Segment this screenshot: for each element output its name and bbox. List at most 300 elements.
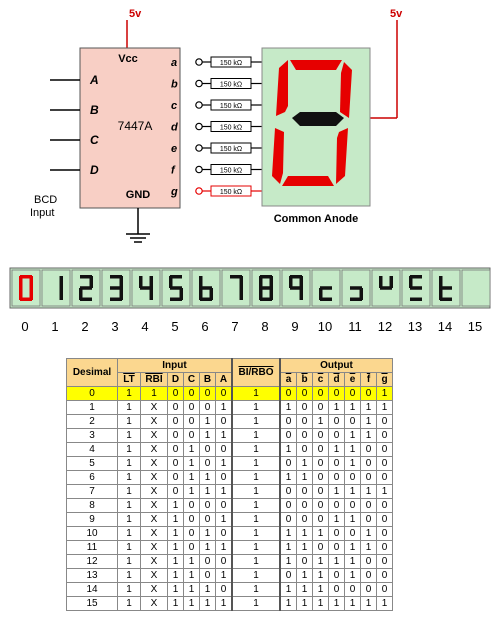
table-row — [67, 415, 393, 429]
table-cell: 1 — [168, 569, 184, 583]
table-cell: 0 — [377, 583, 393, 597]
table-cell: 1 — [118, 443, 141, 457]
table-cell: 0 — [297, 429, 313, 443]
digit-6-segment-f — [199, 276, 203, 288]
ic-name: 7447A — [117, 119, 153, 133]
table-cell: 1 — [280, 583, 297, 597]
digit-13-segment-d — [410, 298, 422, 302]
table-cell: 0 — [184, 527, 200, 541]
table-cell: 1 — [280, 401, 297, 415]
digit-2-segment-b — [90, 276, 94, 288]
table-cell: 0 — [168, 457, 184, 471]
col-a: A — [216, 373, 233, 387]
table-cell: 1 — [200, 541, 216, 555]
digit-9-segment-g — [290, 286, 302, 290]
table-cell: 0 — [329, 387, 345, 401]
supply-label-right: 5v — [390, 8, 403, 20]
table-cell: 0 — [297, 555, 313, 569]
table-cell: 1 — [377, 387, 393, 401]
table-cell: X — [141, 457, 168, 471]
table-cell: 1 — [184, 555, 200, 569]
table-cell: X — [141, 485, 168, 499]
table-cell: 0 — [329, 541, 345, 555]
digit-label-0: 0 — [21, 319, 29, 334]
digit-8-segment-f — [259, 276, 263, 288]
table-cell: 1 — [232, 541, 280, 555]
table-cell: 1 — [216, 569, 233, 583]
output-pins — [170, 57, 262, 198]
digit-10-segment-g — [320, 286, 332, 290]
table-cell: 1 — [184, 471, 200, 485]
table-cell: X — [141, 401, 168, 415]
table-cell: 1 — [361, 429, 377, 443]
table-cell: X — [141, 443, 168, 457]
col-out-a: $\overline{a}$ — [280, 373, 297, 387]
table-cell: 0 — [361, 499, 377, 513]
digit-5-segment-d — [170, 298, 182, 302]
table-cell: X — [141, 597, 168, 611]
table-cell: 1 — [184, 583, 200, 597]
resistor-label-b: 150 kΩ — [219, 81, 243, 89]
table-cell: 1 — [345, 597, 361, 611]
table-cell: 1 — [184, 485, 200, 499]
table-cell: 1 — [216, 513, 233, 527]
digit-cell-1 — [42, 270, 70, 306]
table-cell: 1 — [345, 429, 361, 443]
col-c: C — [184, 373, 200, 387]
digit-12-segment-b — [390, 276, 394, 288]
table-cell: 0 — [216, 583, 233, 597]
table-cell: 0 — [377, 527, 393, 541]
table-cell: 1 — [118, 401, 141, 415]
table-cell: 1 — [329, 485, 345, 499]
output-label-c: c — [171, 100, 178, 112]
output-bubble-g — [196, 188, 202, 194]
table-cell: 1 — [232, 387, 280, 401]
table-cell: 0 — [184, 513, 200, 527]
table-cell: 0 — [345, 387, 361, 401]
digit-label-10: 10 — [317, 319, 333, 334]
table-cell: 8 — [67, 499, 118, 513]
table-cell: 0 — [297, 443, 313, 457]
table-cell: 1 — [361, 401, 377, 415]
ic-vcc-label: Vcc — [118, 53, 138, 65]
table-cell: X — [141, 527, 168, 541]
table-cell: 1 — [280, 527, 297, 541]
table-cell: 0 — [280, 499, 297, 513]
table-row — [67, 387, 393, 401]
input-label-b: B — [90, 103, 99, 117]
digit-14-segment-e — [439, 288, 443, 300]
digit-0-segment-b — [30, 276, 34, 288]
table-cell: 1 — [118, 485, 141, 499]
table-cell: 1 — [118, 457, 141, 471]
table-cell: 1 — [232, 499, 280, 513]
table-cell: 0 — [345, 471, 361, 485]
table-cell: 0 — [200, 513, 216, 527]
table-cell: 1 — [118, 387, 141, 401]
table-row — [67, 485, 393, 499]
output-bubble-f — [196, 166, 202, 172]
output-bubble-b — [196, 80, 202, 86]
table-cell: 5 — [67, 457, 118, 471]
table-cell: 0 — [216, 555, 233, 569]
table-cell: 0 — [200, 499, 216, 513]
table-cell: 0 — [200, 569, 216, 583]
table-cell: 1 — [329, 555, 345, 569]
table-cell: 0 — [329, 569, 345, 583]
table-cell: 1 — [232, 527, 280, 541]
table-cell: 1 — [232, 597, 280, 611]
table-cell: 1 — [168, 513, 184, 527]
output-label-a: a — [171, 57, 178, 69]
table-cell: 1 — [297, 457, 313, 471]
table-cell: 0 — [184, 415, 200, 429]
table-cell: 0 — [377, 443, 393, 457]
table-cell: X — [141, 555, 168, 569]
table-row — [67, 569, 393, 583]
digit-label-7: 7 — [231, 319, 239, 334]
resistor-label-e: 150 kΩ — [219, 146, 243, 153]
digit-4-segment-g — [140, 286, 152, 290]
table-cell: 0 — [184, 499, 200, 513]
table-row — [67, 429, 393, 443]
table-cell: 1 — [313, 583, 329, 597]
table-cell: X — [141, 415, 168, 429]
table-row — [67, 471, 393, 485]
output-label-f: f — [171, 164, 175, 177]
table-cell: 14 — [67, 583, 118, 597]
digit-label-12: 12 — [377, 319, 393, 334]
table-cell: 1 — [329, 513, 345, 527]
col-bi-rbo — [232, 359, 280, 387]
digit-label-6: 6 — [201, 319, 209, 334]
table-cell: 1 — [118, 471, 141, 485]
table-cell: 1 — [377, 485, 393, 499]
digit-0-segment-e — [19, 288, 23, 300]
table-cell: 13 — [67, 569, 118, 583]
table-cell: X — [141, 569, 168, 583]
digit-11-segment-d — [350, 298, 362, 302]
table-cell: 7 — [67, 485, 118, 499]
col-out-g: $\overline{g}$ — [377, 373, 393, 387]
table-cell: 0 — [200, 555, 216, 569]
table-cell: 1 — [168, 555, 184, 569]
table-cell: X — [141, 429, 168, 443]
table-cell: 0 — [377, 555, 393, 569]
table-cell: 1 — [216, 597, 233, 611]
table-cell: 1 — [168, 541, 184, 555]
digit-label-13: 13 — [407, 319, 423, 334]
output-pin-a — [171, 57, 262, 69]
table-cell: X — [141, 583, 168, 597]
table-cell: 1 — [280, 541, 297, 555]
table-cell: 1 — [297, 569, 313, 583]
resistor-label-c: 150 kΩ — [219, 103, 243, 110]
table-cell: 0 — [216, 471, 233, 485]
table-cell: 1 — [377, 597, 393, 611]
table-cell: 1 — [118, 569, 141, 583]
table-cell: 1 — [345, 513, 361, 527]
bcd-caption-line2: Input — [30, 207, 55, 219]
table-cell: 1 — [345, 485, 361, 499]
table-cell: 0 — [377, 429, 393, 443]
table-cell: 1 — [118, 513, 141, 527]
col-desimal: Desimal — [67, 359, 118, 387]
input-label-c: C — [90, 133, 99, 147]
table-cell: 0 — [184, 387, 200, 401]
table-cell: 1 — [280, 555, 297, 569]
table-cell: 0 — [345, 415, 361, 429]
table-cell: 0 — [216, 443, 233, 457]
table-cell: 0 — [329, 527, 345, 541]
digit-1-segment-b — [60, 276, 64, 288]
table-cell: 0 — [216, 527, 233, 541]
table-cell: 3 — [67, 429, 118, 443]
digit-6-segment-e — [199, 288, 203, 300]
table-cell: 0 — [168, 401, 184, 415]
table-cell: 1 — [313, 555, 329, 569]
table-cell: 0 — [168, 471, 184, 485]
table-cell: 0 — [361, 387, 377, 401]
table-cell: 0 — [377, 457, 393, 471]
table-cell: 0 — [168, 387, 184, 401]
digit-8-segment-g — [260, 286, 272, 290]
table-cell: 1 — [232, 555, 280, 569]
bcd-caption-line1: BCD — [34, 194, 58, 206]
table-row — [67, 541, 393, 555]
col-lt: $\overline{LT}$ — [118, 373, 141, 387]
digit-strip — [0, 262, 499, 342]
output-pin-g — [170, 186, 262, 198]
table-cell: 0 — [280, 429, 297, 443]
table-cell: 0 — [200, 401, 216, 415]
table-cell: X — [141, 513, 168, 527]
segment-g — [292, 112, 344, 126]
table-cell: 1 — [216, 401, 233, 415]
table-cell: 1 — [118, 541, 141, 555]
table-cell: 0 — [280, 513, 297, 527]
table-cell: 1 — [200, 583, 216, 597]
table-cell: 10 — [67, 527, 118, 541]
col-out-e: $\overline{e}$ — [345, 373, 361, 387]
table-cell: 1 — [118, 597, 141, 611]
table-cell: 11 — [67, 541, 118, 555]
digit-5-segment-f — [169, 276, 173, 288]
output-pin-f — [171, 165, 262, 177]
digit-13-segment-g — [410, 286, 422, 290]
segment-d — [282, 176, 334, 186]
table-cell: 0 — [313, 485, 329, 499]
digit-6-segment-g — [200, 286, 212, 290]
table-cell: 1 — [232, 513, 280, 527]
table-cell: 1 — [345, 457, 361, 471]
digit-label-14: 14 — [437, 319, 453, 334]
digit-label-4: 4 — [141, 319, 149, 334]
table-cell: 1 — [232, 401, 280, 415]
table-cell: 1 — [168, 499, 184, 513]
table-cell: 1 — [297, 471, 313, 485]
table-cell: 0 — [200, 387, 216, 401]
resistor-label-a: 150 kΩ — [219, 60, 243, 67]
supply-label-left: 5v — [129, 8, 142, 20]
table-cell: 1 — [200, 471, 216, 485]
table-cell: 0 — [168, 429, 184, 443]
table-cell: 4 — [67, 443, 118, 457]
table-cell: 0 — [329, 415, 345, 429]
col-b: B — [200, 373, 216, 387]
digit-label-11: 11 — [348, 319, 362, 334]
table-cell: 0 — [377, 471, 393, 485]
table-cell: 1 — [345, 443, 361, 457]
digit-label-3: 3 — [111, 319, 119, 334]
output-label-b: b — [171, 78, 178, 91]
table-row — [67, 513, 393, 527]
digit-3-segment-d — [110, 298, 122, 302]
table-cell: 1 — [200, 429, 216, 443]
table-cell: X — [141, 541, 168, 555]
table-cell: 0 — [361, 583, 377, 597]
table-cell: 0 — [168, 485, 184, 499]
table-cell: 1 — [67, 401, 118, 415]
table-cell: 0 — [313, 387, 329, 401]
table-cell: 1 — [361, 485, 377, 499]
table-cell: 1 — [168, 527, 184, 541]
table-cell: 1 — [141, 387, 168, 401]
table-cell: 15 — [67, 597, 118, 611]
digit-label-1: 1 — [51, 319, 59, 334]
table-cell: 0 — [329, 471, 345, 485]
col-out-b: $\overline{b}$ — [297, 373, 313, 387]
table-row — [67, 597, 393, 611]
table-cell: 1 — [313, 597, 329, 611]
table-cell: 2 — [67, 415, 118, 429]
table-cell: 1 — [184, 569, 200, 583]
output-label-e: e — [171, 143, 178, 155]
table-cell: 1 — [345, 555, 361, 569]
table-cell: 0 — [377, 513, 393, 527]
table-cell: 0 — [297, 485, 313, 499]
digit-3-segment-b — [120, 276, 124, 288]
table-cell: 1 — [297, 527, 313, 541]
table-cell: 1 — [232, 457, 280, 471]
digit-8-segment-b — [270, 276, 274, 288]
table-cell: 0 — [200, 457, 216, 471]
digit-14-segment-g — [440, 286, 452, 290]
group-output: Output — [280, 359, 393, 373]
table-cell: 0 — [377, 569, 393, 583]
input-label-a: A — [90, 73, 99, 87]
output-label-g: g — [171, 186, 178, 198]
digit-2-segment-g — [80, 286, 92, 290]
resistor-label-g: 150 kΩ — [219, 189, 243, 196]
output-bubble-d — [196, 123, 202, 129]
table-cell: 0 — [297, 401, 313, 415]
table-cell: 1 — [118, 429, 141, 443]
table-cell: 0 — [297, 387, 313, 401]
table-cell: 1 — [280, 597, 297, 611]
table-cell: 1 — [168, 597, 184, 611]
digit-label-5: 5 — [171, 319, 179, 334]
table-cell: 0 — [361, 513, 377, 527]
digit-7-segment-b — [240, 276, 244, 288]
digit-10-segment-e — [319, 288, 323, 300]
ic-gnd-label: GND — [125, 189, 151, 201]
table-cell: 1 — [200, 415, 216, 429]
table-cell: 0 — [345, 527, 361, 541]
table-cell: 1 — [118, 555, 141, 569]
table-cell: 0 — [280, 387, 297, 401]
table-cell: 0 — [313, 471, 329, 485]
table-cell: X — [141, 499, 168, 513]
table-row — [67, 457, 393, 471]
table-row — [67, 499, 393, 513]
table-cell: X — [141, 471, 168, 485]
truth-table-body — [67, 387, 393, 611]
table-cell: 0 — [345, 499, 361, 513]
table-cell: 0 — [216, 499, 233, 513]
col-out-f: $\overline{f}$ — [361, 373, 377, 387]
table-row — [67, 401, 393, 415]
table-cell: 0 — [184, 429, 200, 443]
table-cell: 1 — [280, 471, 297, 485]
truth-table-wrapper — [66, 358, 393, 611]
table-cell: 1 — [377, 401, 393, 415]
table-cell: 0 — [184, 401, 200, 415]
digit-13-segment-f — [409, 276, 413, 288]
table-cell: 1 — [216, 457, 233, 471]
table-cell: 1 — [184, 597, 200, 611]
table-cell: 0 — [361, 569, 377, 583]
table-cell: 0 — [67, 387, 118, 401]
output-bubble-a — [196, 59, 202, 65]
output-pin-d — [171, 122, 262, 134]
table-cell: 1 — [329, 401, 345, 415]
digit-2-segment-e — [79, 288, 83, 300]
table-cell: 1 — [361, 597, 377, 611]
table-cell: 1 — [313, 527, 329, 541]
table-cell: 0 — [280, 569, 297, 583]
table-cell: 1 — [297, 583, 313, 597]
table-cell: 1 — [297, 597, 313, 611]
table-cell: 1 — [361, 527, 377, 541]
table-cell: 1 — [345, 569, 361, 583]
table-cell: 1 — [118, 415, 141, 429]
truth-table — [66, 358, 393, 611]
digit-5-segment-g — [170, 286, 182, 290]
table-cell: 0 — [168, 443, 184, 457]
table-row — [67, 527, 393, 541]
table-cell: 0 — [184, 541, 200, 555]
table-cell: 0 — [313, 429, 329, 443]
digit-4-segment-b — [150, 276, 154, 288]
table-cell: 1 — [329, 443, 345, 457]
table-cell: 0 — [361, 457, 377, 471]
digit-7-segment-c — [240, 288, 244, 300]
digit-11-segment-g — [350, 286, 362, 290]
table-cell: 0 — [377, 415, 393, 429]
output-pin-b — [171, 79, 262, 91]
table-cell: 1 — [232, 569, 280, 583]
table-cell: 12 — [67, 555, 118, 569]
table-cell: 1 — [280, 443, 297, 457]
table-cell: 0 — [329, 457, 345, 471]
table-cell: 0 — [313, 443, 329, 457]
digit-4-segment-f — [139, 276, 143, 288]
digit-label-8: 8 — [261, 319, 269, 334]
table-cell: 0 — [361, 443, 377, 457]
digit-14-segment-f — [439, 276, 443, 288]
